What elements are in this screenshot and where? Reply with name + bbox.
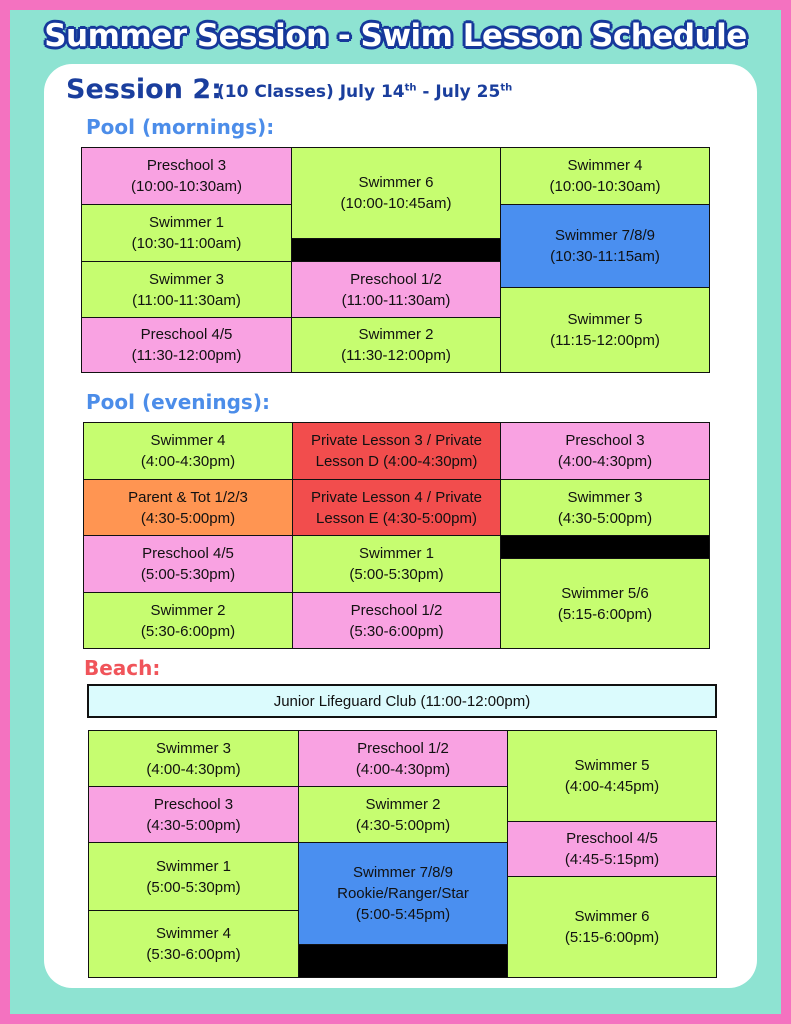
class-cell: [88, 842, 299, 911]
session-title: Session 2:: [66, 74, 222, 105]
class-name: Swimmer 4: [150, 432, 226, 449]
class-time: (5:00-5:30pm): [349, 566, 444, 583]
class-cell: [500, 422, 710, 480]
class-cell: [500, 287, 710, 373]
class-cell: [83, 422, 293, 480]
class-name: Swimmer 2: [358, 326, 434, 343]
class-cell: [291, 317, 501, 373]
page-title: Summer Session - Swim Lesson Schedule: [44, 18, 747, 54]
class-cell: [291, 261, 501, 318]
class-time: (4:45-5:15pm): [564, 851, 660, 868]
class-cell: [292, 535, 501, 593]
class-time: (11:30-12:00pm): [341, 347, 451, 364]
class-time: (4:00-4:30pm): [140, 453, 236, 470]
class-cell: [88, 730, 299, 787]
class-name: Swimmer 5/6: [561, 584, 649, 602]
class-name: Preschool 4/5: [142, 545, 234, 562]
class-name: Swimmer 6: [358, 174, 434, 191]
class-cell: [81, 204, 292, 262]
class-name: Preschool 4/5: [140, 326, 233, 343]
class-time: Lesson D (4:00-4:30pm): [315, 453, 478, 470]
class-cell: [292, 479, 501, 536]
class-time: (10:30-11:15am): [550, 248, 660, 265]
class-cell: [83, 592, 293, 649]
pool-mornings-label: Pool (mornings):: [86, 115, 275, 139]
class-name: Swimmer 4: [567, 157, 643, 174]
class-cell: [500, 147, 710, 205]
class-name: Swimmer 3: [155, 739, 231, 757]
class-time: (5:30-6:00pm): [349, 622, 444, 640]
class-name: Swimmer 6: [574, 908, 650, 925]
session-sup-start: th: [404, 82, 417, 94]
class-name: Private Lesson 3 / Private: [311, 432, 482, 449]
class-time: (10:30-11:00am): [131, 235, 242, 252]
class-name: Swimmer 1: [155, 857, 231, 875]
class-name: Preschool 3: [565, 432, 645, 449]
class-name: Swimmer 2: [365, 795, 441, 813]
class-time: (10:00-10:30am): [549, 178, 661, 195]
empty-slot: [291, 238, 501, 262]
session-details: [217, 82, 512, 102]
class-time: (5:30-6:00pm): [140, 622, 236, 640]
class-name: Preschool 4/5: [566, 830, 658, 847]
class-cell: [81, 261, 292, 318]
class-name: Preschool 1/2: [350, 601, 443, 619]
class-time: (11:15-12:00pm): [550, 332, 660, 349]
class-name: Swimmer 4: [155, 925, 231, 942]
class-name: Preschool 3: [146, 157, 227, 174]
class-time: (10:00-10:30am): [131, 178, 242, 195]
class-cell: [291, 147, 501, 239]
class-cell: [507, 730, 717, 822]
class-cell: [292, 422, 501, 480]
session-end: - July 25: [416, 82, 501, 102]
class-time: (5:00-5:30pm): [140, 566, 236, 583]
class-name: Swimmer 3: [148, 270, 224, 288]
class-time: (4:00-4:30pm): [355, 760, 451, 778]
class-name: Swimmer 5: [574, 757, 650, 774]
class-time: (11:30-12:00pm): [131, 347, 242, 364]
class-cell: [507, 821, 717, 877]
class-time: (4:30-5:00pm): [146, 816, 241, 834]
class-time: Lesson E (4:30-5:00pm): [316, 509, 477, 527]
class-time: (4:00-4:30pm): [557, 453, 653, 470]
class-time: (5:30-6:00pm): [146, 946, 241, 963]
class-name: Preschool 3: [153, 795, 234, 813]
class-name: Swimmer 5: [567, 311, 643, 328]
class-name: Swimmer 7/8/9: [554, 227, 656, 244]
class-name: Parent & Tot 1/2/3: [128, 488, 248, 506]
class-cell: [292, 592, 501, 649]
class-time: (4:30-5:00pm): [557, 509, 653, 527]
class-cell: [507, 876, 717, 978]
class-name: Swimmer 2: [150, 601, 226, 619]
class-time: (5:15-6:00pm): [557, 605, 653, 623]
beach-label: Beach:: [84, 656, 161, 680]
class-time: (4:00-4:30pm): [146, 760, 241, 778]
class-cell: [500, 479, 710, 536]
class-name: Preschool 1/2: [357, 739, 449, 757]
class-name: Swimmer 1: [358, 545, 434, 562]
class-time: (10:00-10:45am): [340, 195, 452, 212]
session-classes: (10 Classes) July 14: [217, 82, 405, 102]
class-cell: [81, 147, 292, 205]
class-cell: [88, 786, 299, 843]
class-cell: [83, 479, 293, 536]
pool-evenings-label: Pool (evenings):: [86, 390, 270, 414]
class-time: (4:30-5:00pm): [140, 509, 236, 527]
empty-slot: [500, 535, 710, 559]
class-time: (4:30-5:00pm): [355, 816, 451, 834]
class-cell: [500, 204, 710, 288]
class-time: (4:00-4:45pm): [564, 778, 660, 795]
pool-evenings-grid: [83, 422, 710, 649]
pool-mornings-grid: [81, 147, 710, 373]
class-time: (11:00-11:30am): [132, 291, 241, 309]
class-time: (5:00-5:30pm): [146, 878, 241, 896]
class-name: Swimmer 1: [148, 214, 224, 231]
class-time: (5:00-5:45pm): [355, 906, 451, 923]
class-name: Swimmer 7/8/9: [352, 864, 454, 881]
class-name: Private Lesson 4 / Private: [311, 488, 482, 506]
beach-grid: [88, 730, 717, 978]
class-cell: [298, 842, 508, 945]
class-levels: Rookie/Ranger/Star: [337, 885, 469, 902]
class-time: (5:15-6:00pm): [564, 929, 660, 946]
class-cell: [298, 730, 508, 787]
class-cell: [298, 786, 508, 843]
class-cell: [83, 535, 293, 593]
class-time: (11:00-11:30am): [341, 291, 451, 309]
empty-slot: [298, 944, 508, 978]
class-cell: [81, 317, 292, 373]
class-cell: [88, 910, 299, 978]
class-name: Swimmer 3: [567, 488, 643, 506]
session-sup-end: th: [500, 82, 513, 94]
class-name: Preschool 1/2: [350, 270, 442, 288]
junior-lifeguard-club: Junior Lifeguard Club (11:00-12:00pm): [87, 684, 717, 718]
class-cell: [500, 558, 710, 649]
